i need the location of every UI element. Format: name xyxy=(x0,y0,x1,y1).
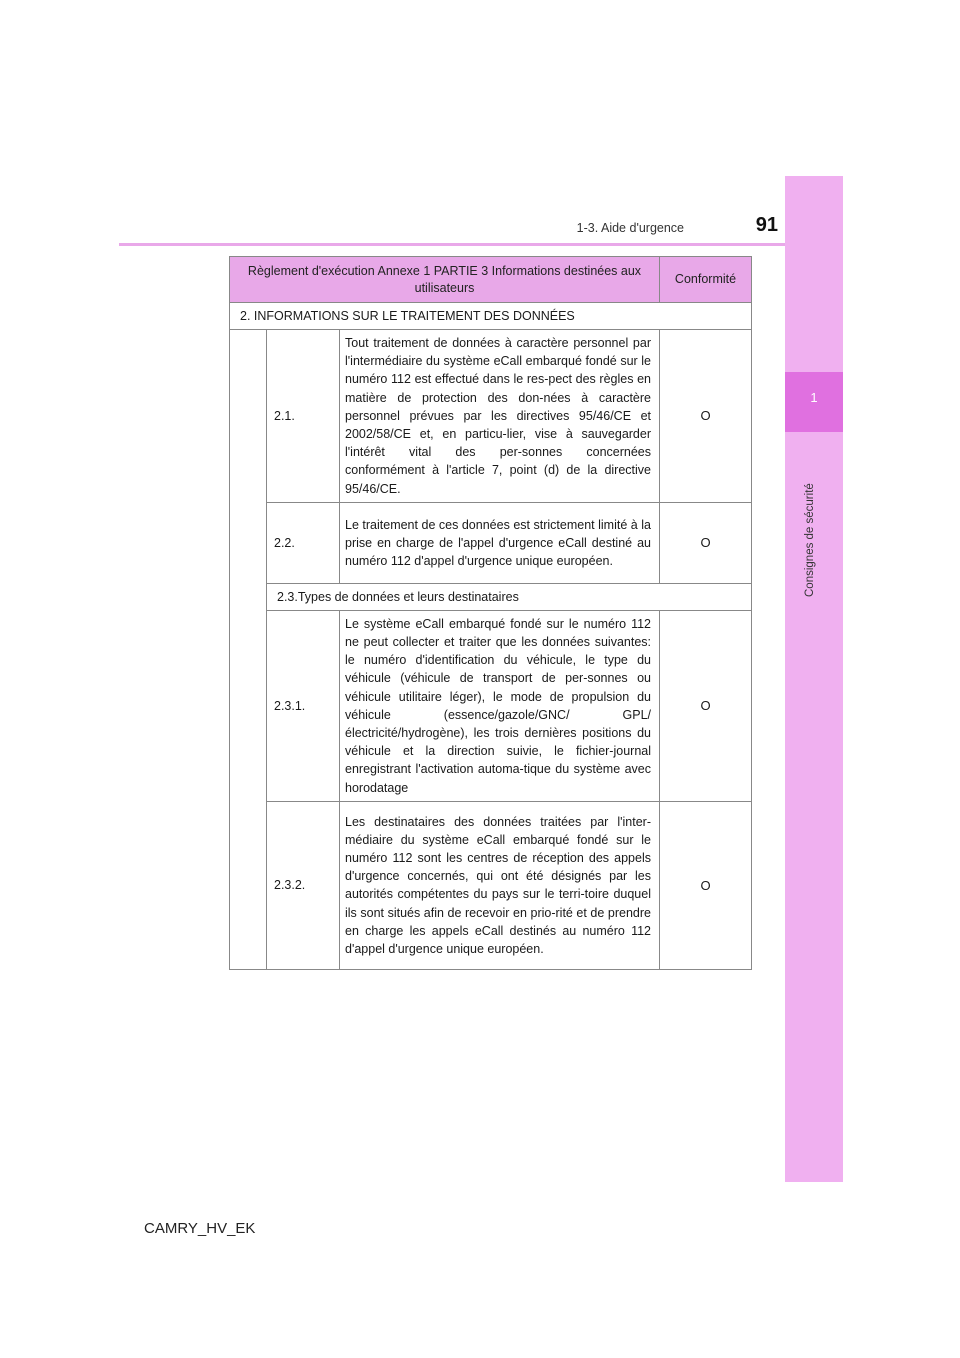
section-2-3-heading: 2.3.Types de données et leurs destinataires xyxy=(267,583,752,610)
row-text: Les destinataires des données traitées par l'inter-médiaire du système eCall embarqué fondé sur le numéro 112 sont les centres de réception des appels d'urgence concernés, qui ont été désignés par les autorités compétentes du pays sur le terri-toire duquel ils sont situés afin de recevoir en prio-rité et de prendre en charge les appels eCall destinés au numéro 112 d'appel d'urgence unique européen. xyxy=(340,801,660,969)
header-rule xyxy=(119,243,785,246)
subsection-heading-row xyxy=(230,583,752,610)
row-text: Le traitement de ces données est strictement limité à la prise en charge de l'appel d'urgence eCall destiné au numéro 112 d'appel d'urgence unique européen. xyxy=(340,502,660,583)
row-text: Le système eCall embarqué fondé sur le numéro 112 ne peut collecter et traiter que les données suivantes: le numéro d'identification du véhicule, le type du véhicule (véhicule de transport de per-sonnes ou véhicule utilitaire léger), le mode de propulsion du véhicule (essence/gazole/GNC/ GPL/électricité/hydrogène), les trois dernières positions du véhicule et la direction suivie, le fichier-journal enregistrant l'activation automa-tique du système avec horodatage xyxy=(340,610,660,801)
indent-cell xyxy=(230,330,267,970)
table-row xyxy=(230,330,752,503)
section-title: 1-3. Aide d'urgence xyxy=(576,221,684,235)
row-conformity: O xyxy=(660,801,752,969)
row-number: 2.1. xyxy=(267,330,340,503)
page-number: 91 xyxy=(755,214,778,236)
chapter-title: Consignes de sécurité xyxy=(804,483,816,597)
row-number: 2.3.1. xyxy=(267,610,340,801)
section-2-heading: 2. INFORMATIONS SUR LE TRAITEMENT DES DONNÉES xyxy=(230,303,752,330)
section-heading-row xyxy=(230,303,752,330)
header-regulation: Règlement d'exécution Annexe 1 PARTIE 3 Informations destinées aux utilisateurs xyxy=(230,257,660,303)
row-text: Tout traitement de données à caractère personnel par l'intermédiaire du système eCall embarqué fondé sur le numéro 112 est effectué dans le res-pect des règles en matière de protection des don-nées à caractère personnel prévues par les directives 95/46/CE et 2002/58/CE et, en particu-lier, vise à sauvegarder l'intérêt vital des per-sonnes concernées conformément à l'article 7, point (d) de la directive 95/46/CE. xyxy=(340,330,660,503)
document-code: CAMRY_HV_EK xyxy=(144,1220,256,1237)
table-header-row xyxy=(230,257,752,303)
row-number: 2.3.2. xyxy=(267,801,340,969)
regulation-table xyxy=(229,256,752,970)
row-conformity: O xyxy=(660,502,752,583)
row-conformity: O xyxy=(660,610,752,801)
row-number: 2.2. xyxy=(267,502,340,583)
table-row xyxy=(230,801,752,969)
table-row xyxy=(230,610,752,801)
table-row xyxy=(230,502,752,583)
header-conformity: Conformité xyxy=(660,257,752,303)
chapter-number: 1 xyxy=(810,390,818,405)
chapter-side-tab xyxy=(785,176,843,1182)
row-conformity: O xyxy=(660,330,752,503)
